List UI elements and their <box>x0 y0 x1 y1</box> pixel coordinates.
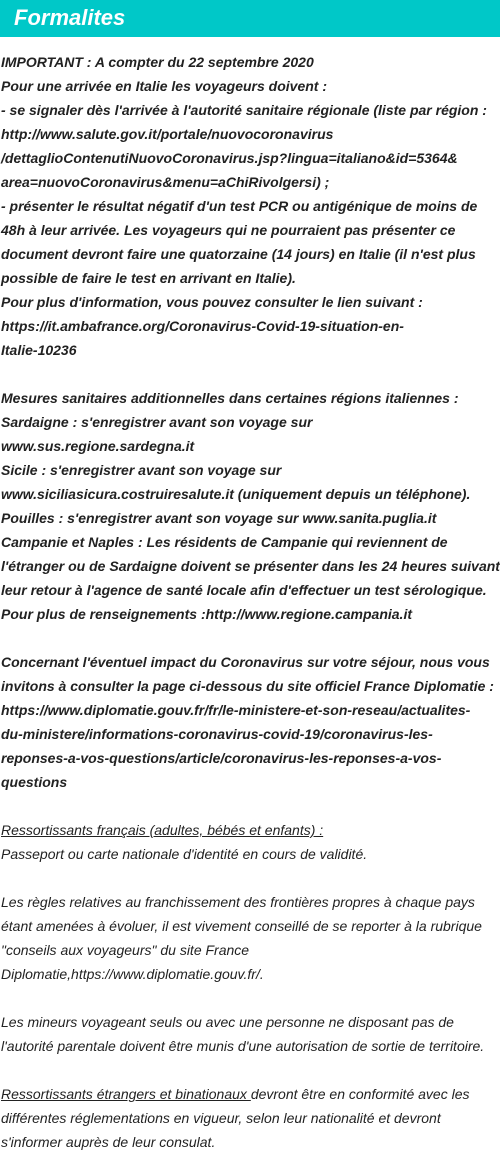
spacer <box>1 794 500 818</box>
foreign-nationals-block <box>1 1082 500 1154</box>
text-line: reponses-a-vos-questions/article/coronavirus-les-reponses-a-vos-questions <box>1 750 442 790</box>
text-line: Les règles relatives au franchissement des frontières propres à chaque pays <box>1 894 475 910</box>
text-line: http://www.salute.gov.it/portale/nuovocoronavirus <box>1 126 334 142</box>
text-line: - présenter le résultat négatif d'un test PCR ou antigénique de moins de <box>1 198 478 214</box>
text-line: du-ministere/informations-coronavirus-covid-19/coronavirus-les- <box>1 726 433 742</box>
text-line: Pour une arrivée en Italie les voyageurs doivent : <box>1 78 328 94</box>
text-line <box>1 1082 500 1106</box>
spacer <box>1 1058 500 1082</box>
text-line: Pouilles : s'enregistrer avant son voyage sur www.sanita.puglia.it <box>1 510 437 526</box>
foreign-nationals-text: devront être en conformité avec les <box>250 1086 470 1102</box>
regional-measures-block <box>1 386 500 626</box>
text-line: invitons à consulter la page ci-dessous du site officiel France Diplomatie : <box>1 678 494 694</box>
text-line: document devront faire une quatorzaine (14 jours) en Italie (il n'est plus <box>1 246 476 262</box>
section-header <box>0 0 500 37</box>
text-line: www.siciliasicura.costruiresalute.it (uniquement depuis un téléphone). <box>1 486 471 502</box>
important-block <box>1 50 500 362</box>
french-nationals-block <box>1 818 500 866</box>
text-line: Pour plus d'information, vous pouvez consulter le lien suivant : <box>1 294 423 310</box>
text-line: l'étranger ou de Sardaigne doivent se présenter dans les 24 heures suivant <box>1 558 500 574</box>
spacer <box>1 626 500 650</box>
spacer <box>1 986 500 1010</box>
text-line: /dettaglioContenutiNuovoCoronavirus.jsp?lingua=italiano&id=5364& <box>1 150 458 166</box>
text-line: "conseils aux voyageurs" du site France <box>1 942 250 958</box>
text-line: Sicile : s'enregistrer avant son voyage sur <box>1 462 282 478</box>
foreign-nationals-heading: Ressortissants étrangers et binationaux <box>1 1086 251 1102</box>
text-line: Passeport ou carte nationale d'identité en cours de validité. <box>1 846 368 862</box>
text-line: s'informer auprès de leur consulat. <box>1 1134 216 1150</box>
text-line: https://www.diplomatie.gouv.fr/fr/le-ministere-et-son-reseau/actualites- <box>1 702 471 718</box>
text-line: www.sus.regione.sardegna.it <box>1 438 195 454</box>
text-line: leur retour à l'agence de santé locale afin d'effectuer un test sérologique. <box>1 582 487 598</box>
text-line: Mesures sanitaires additionnelles dans certaines régions italiennes : <box>1 390 459 406</box>
text-line: différentes réglementations en vigueur, selon leur nationalité et devront <box>1 1110 441 1126</box>
text-line: Les mineurs voyageant seuls ou avec une personne ne disposant pas de <box>1 1014 454 1030</box>
french-nationals-heading: Ressortissants français (adultes, bébés et enfants) : <box>1 822 324 838</box>
text-line: Pour plus de renseignements :http://www.regione.campania.it <box>1 606 412 622</box>
formalities-content <box>0 37 500 1154</box>
spacer <box>1 866 500 890</box>
text-line: Italie-10236 <box>1 342 77 358</box>
coronavirus-impact-block <box>1 650 500 794</box>
text-line: Sardaigne : s'enregistrer avant son voyage sur <box>1 414 313 430</box>
text-line: https://it.ambafrance.org/Coronavirus-Covid-19-situation-en- <box>1 318 404 334</box>
text-line: - se signaler dès l'arrivée à l'autorité sanitaire régionale (liste par région : <box>1 102 487 118</box>
border-rules-block <box>1 890 500 986</box>
text-line: Diplomatie,https://www.diplomatie.gouv.fr/. <box>1 966 264 982</box>
text-line: étant amenées à évoluer, il est vivement conseillé de se reporter à la rubrique <box>1 918 482 934</box>
spacer <box>1 362 500 386</box>
text-line: l'autorité parentale doivent être munis d'une autorisation de sortie de territoire. <box>1 1038 485 1054</box>
text-line: Concernant l'éventuel impact du Coronavirus sur votre séjour, nous vous <box>1 654 490 670</box>
section-title: Formalites <box>14 5 126 30</box>
text-line: possible de faire le test en arrivant en Italie). <box>1 270 296 286</box>
minors-block <box>1 1010 500 1058</box>
text-line: area=nuovoCoronavirus&menu=aChiRivolgersi) ; <box>1 174 330 190</box>
text-line: Campanie et Naples : Les résidents de Campanie qui reviennent de <box>1 534 448 550</box>
text-line: 48h à leur arrivée. Les voyageurs qui ne pourraient pas présenter ce <box>1 222 456 238</box>
text-line: IMPORTANT : A compter du 22 septembre 2020 <box>1 54 314 70</box>
